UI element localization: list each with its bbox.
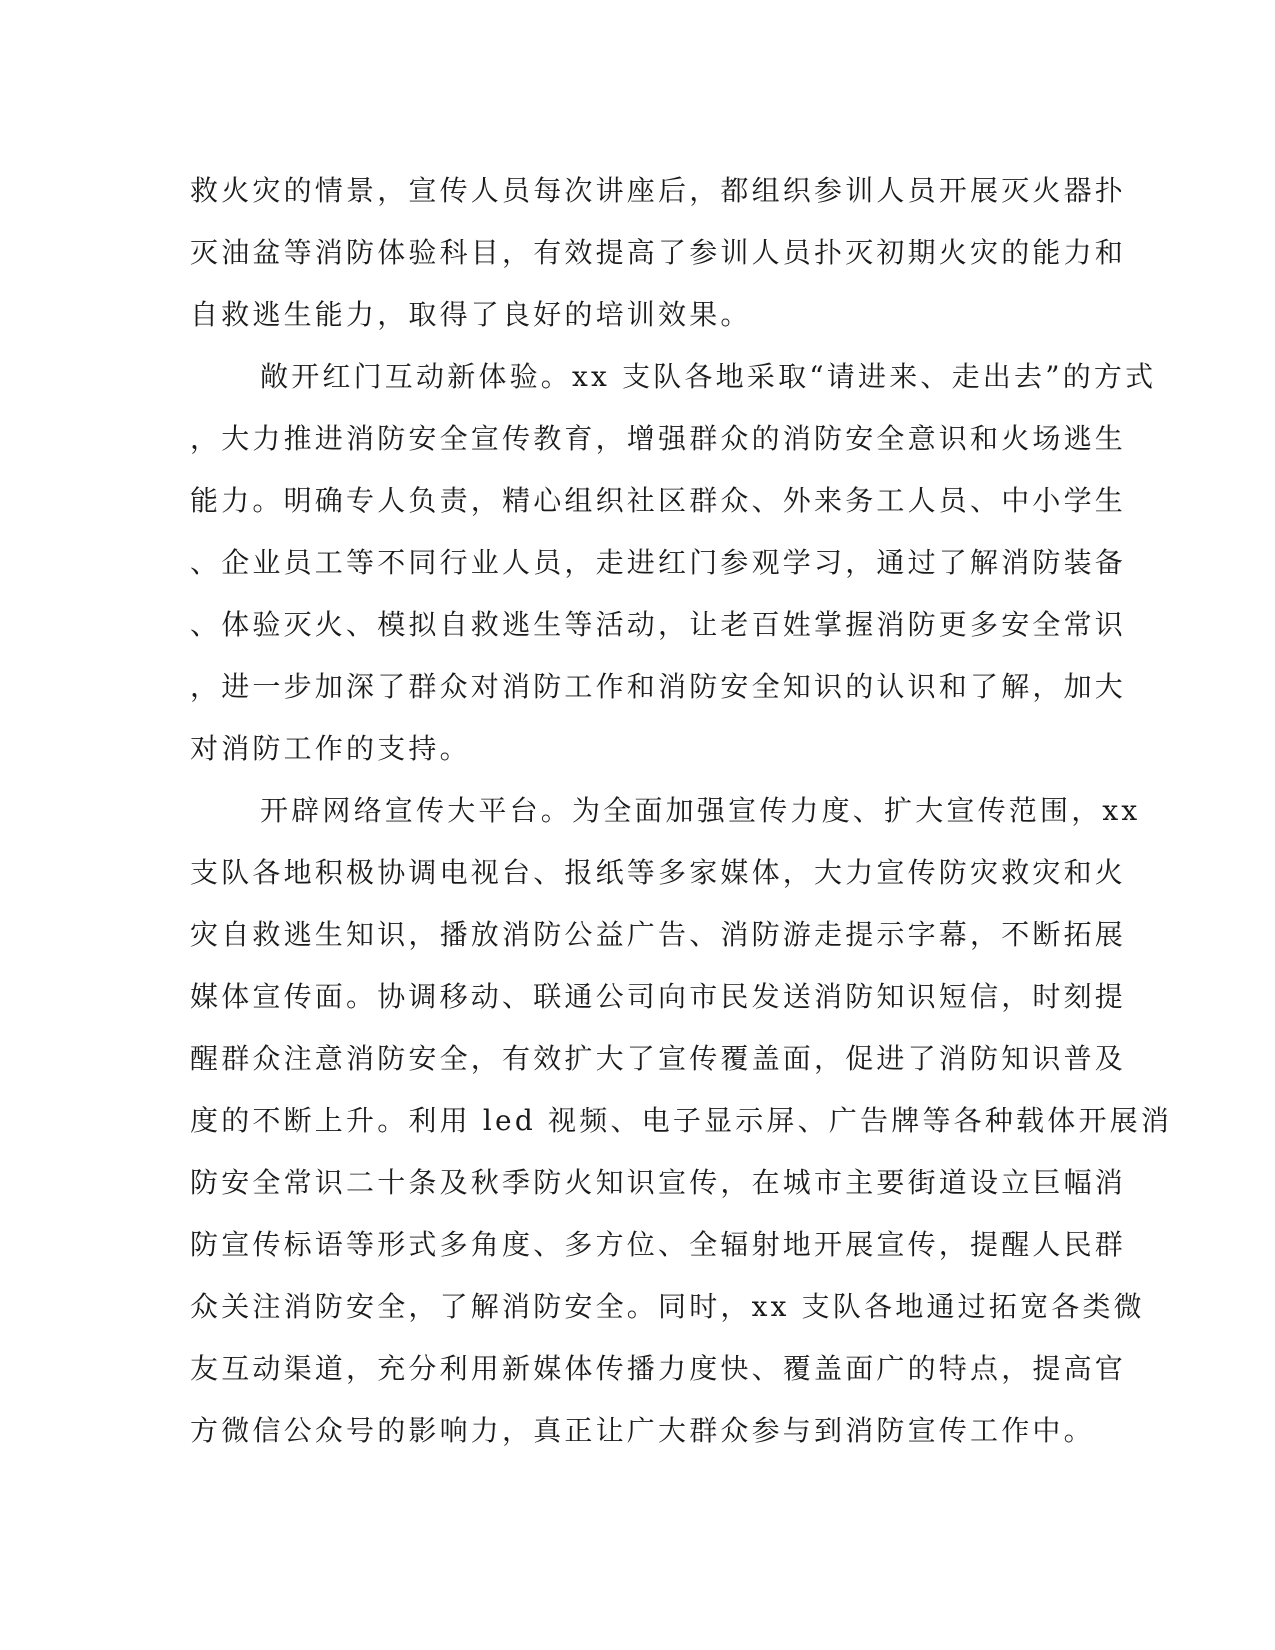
text-line: 媒体宣传面。协调移动、联通公司向市民发送消防知识短信，时刻提	[190, 980, 1127, 1013]
text-line: 灾自救逃生知识，播放消防公益广告、消防游走提示字幕，不断拓展	[190, 918, 1127, 951]
text-line: 灭油盆等消防体验科目，有效提高了参训人员扑灭初期火灾的能力和	[190, 236, 1127, 269]
text-line: ，大力推进消防安全宣传教育，增强群众的消防安全意识和火场逃生	[190, 422, 1127, 455]
text-line: 对消防工作的支持。	[190, 732, 471, 765]
document-body	[190, 160, 1173, 1462]
text-line: 救火灾的情景，宣传人员每次讲座后，都组织参训人员开展灭火器扑	[190, 174, 1127, 207]
text-line: 友互动渠道，充分利用新媒体传播力度快、覆盖面广的特点，提高官	[190, 1352, 1127, 1385]
text-line: ，进一步加深了群众对消防工作和消防安全知识的认识和了解，加大	[190, 670, 1127, 703]
text-line: 、企业员工等不同行业人员，走进红门参观学习，通过了解消防装备	[190, 546, 1127, 579]
text-line: 支队各地积极协调电视台、报纸等多家媒体，大力宣传防灾救灾和火	[190, 856, 1127, 889]
text-line: 防宣传标语等形式多角度、多方位、全辐射地开展宣传，提醒人民群	[190, 1228, 1127, 1261]
text-line: 醒群众注意消防安全，有效扩大了宣传覆盖面，促进了消防知识普及	[190, 1042, 1127, 1075]
text-line: 防安全常识二十条及秋季防火知识宣传，在城市主要街道设立巨幅消	[190, 1166, 1127, 1199]
paragraph-heading-line: 开辟网络宣传大平台。为全面加强宣传力度、扩大宣传范围，xx	[260, 794, 1141, 827]
text-line: 、体验灭火、模拟自救逃生等活动，让老百姓掌握消防更多安全常识	[190, 608, 1127, 641]
text-line: 自救逃生能力，取得了良好的培训效果。	[190, 298, 752, 331]
text-line: 众关注消防安全，了解消防安全。同时，xx 支队各地通过拓宽各类微	[190, 1290, 1145, 1323]
text-line: 方微信公众号的影响力，真正让广大群众参与到消防宣传工作中。	[190, 1414, 1095, 1447]
paragraph-heading-line: 敞开红门互动新体验。xx 支队各地采取“请进来、走出去”的方式	[260, 360, 1157, 393]
text-line: 能力。明确专人负责，精心组织社区群众、外来务工人员、中小学生	[190, 484, 1127, 517]
text-line: 度的不断上升。利用 led 视频、电子显示屏、广告牌等各种载体开展消	[190, 1104, 1173, 1137]
